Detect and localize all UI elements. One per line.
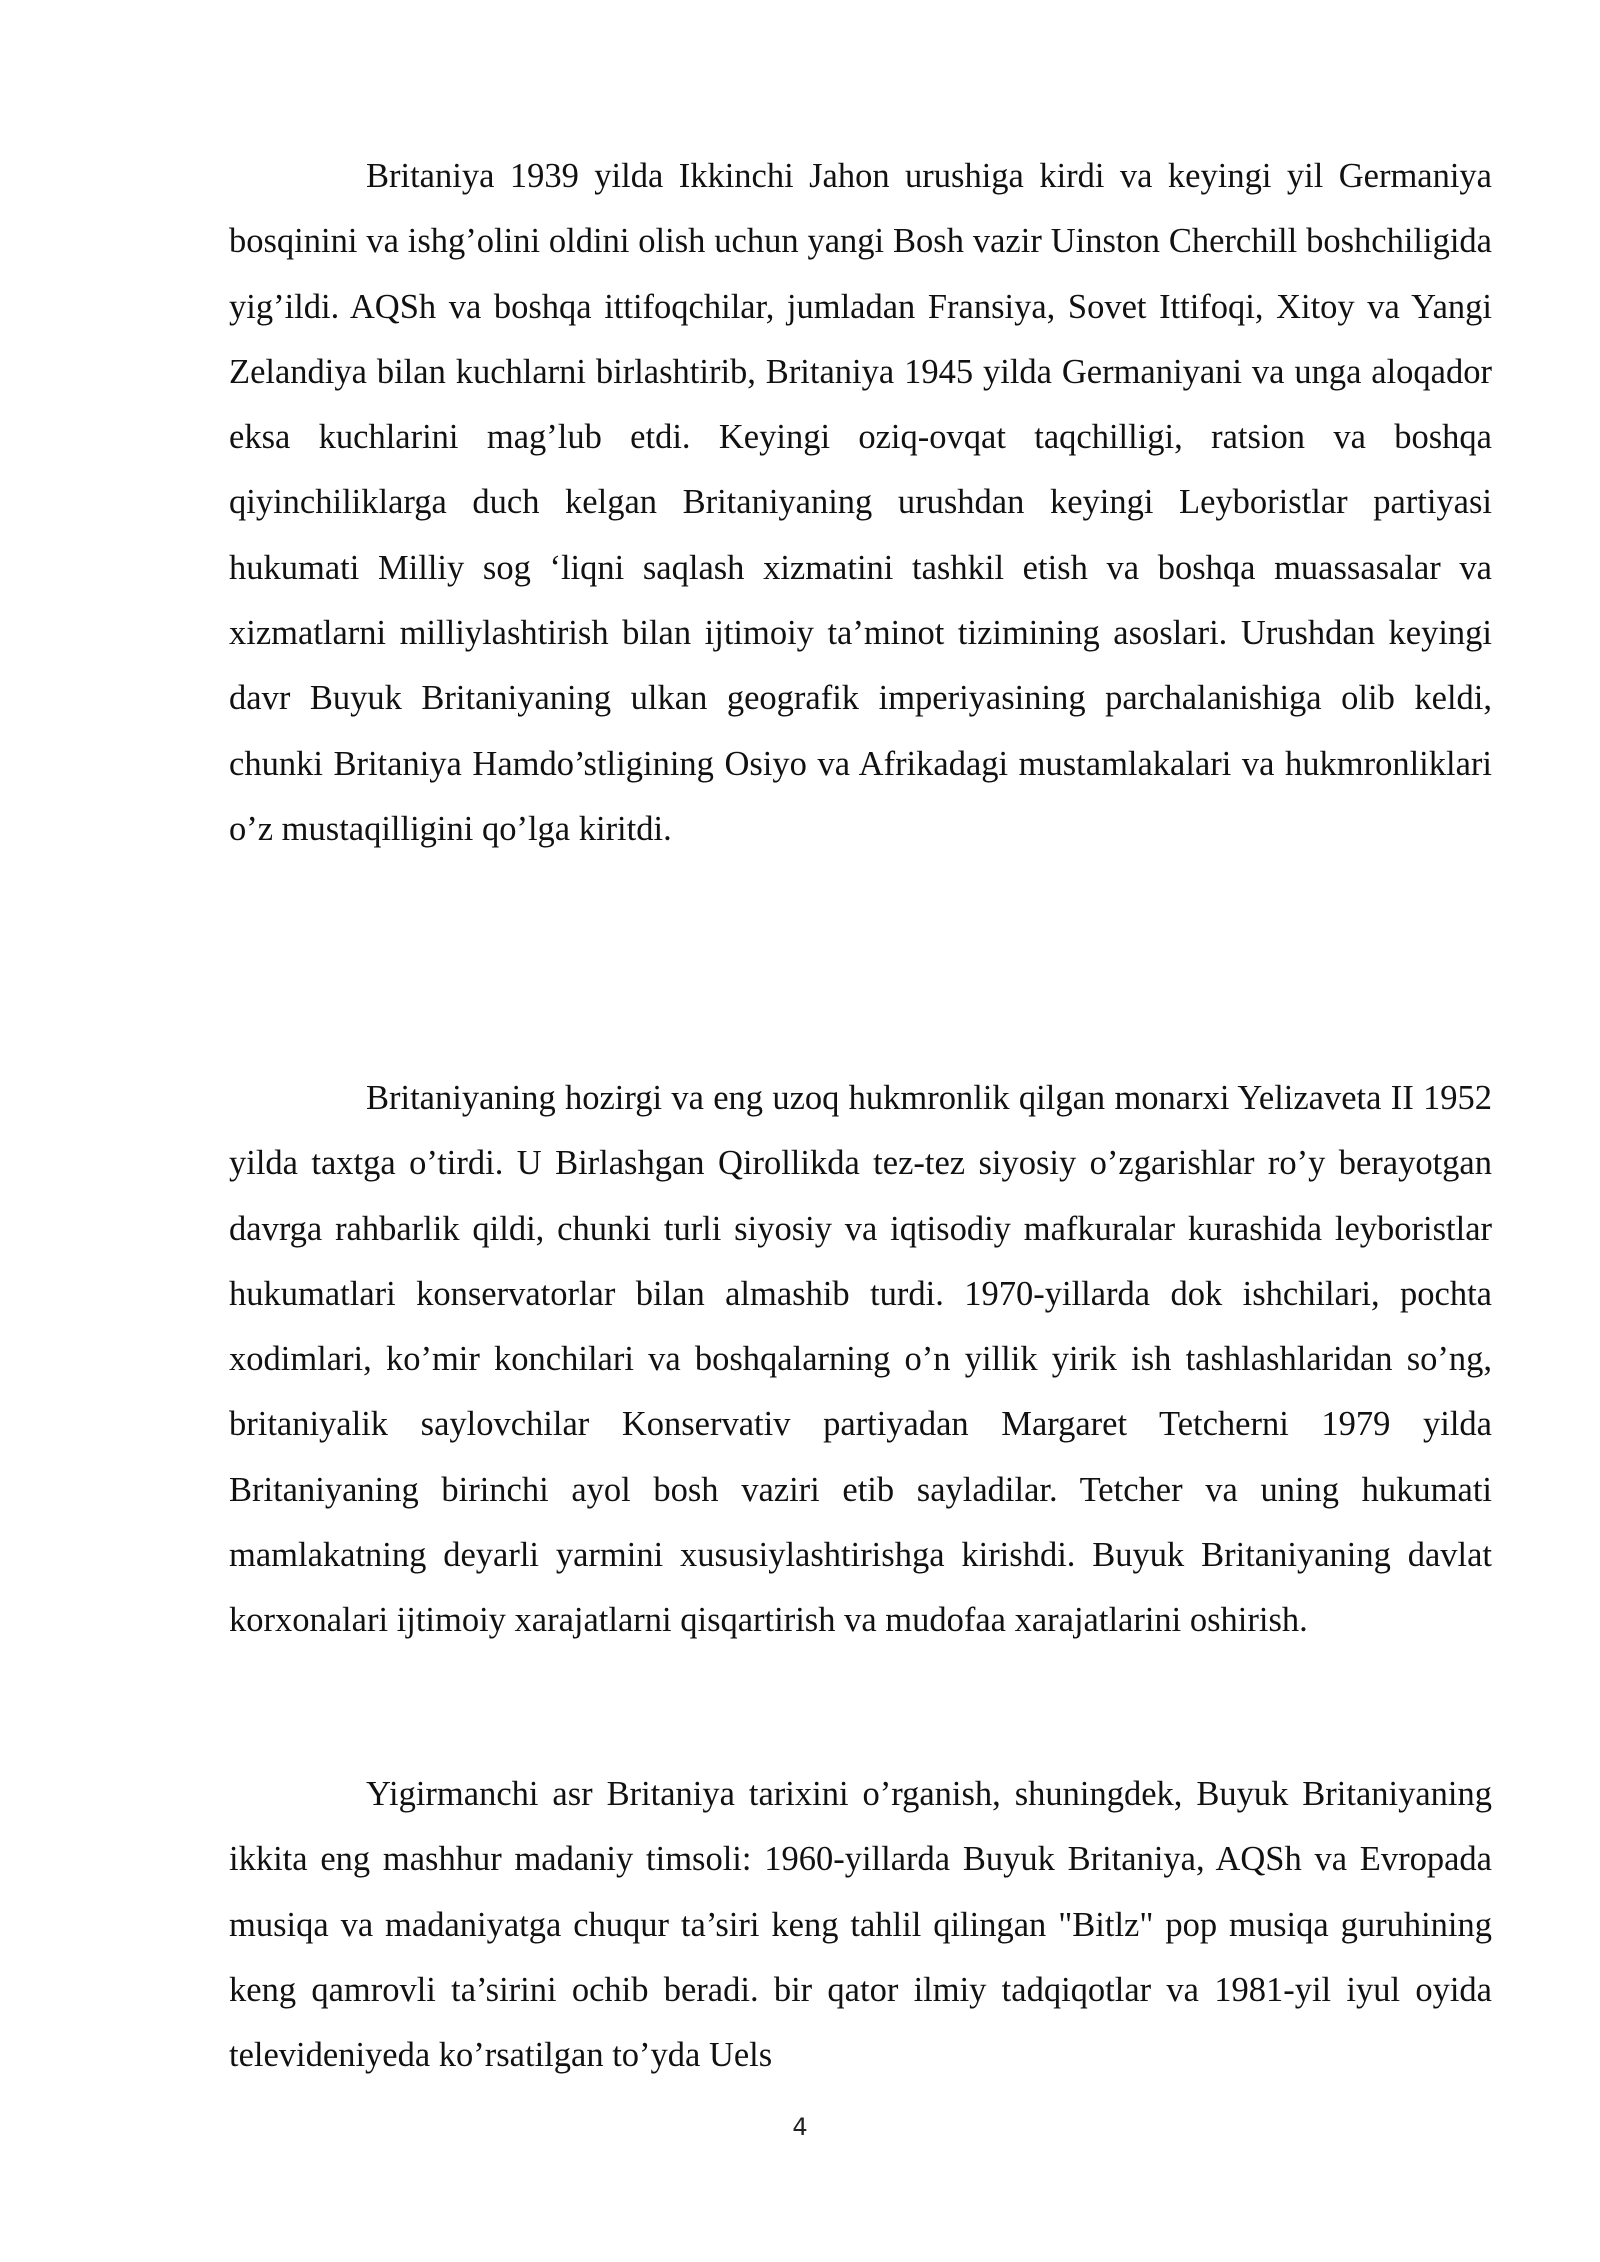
paragraph-twentieth-century-culture: Yigirmanchi asr Britaniya tarixini o’rganish, shuningdek, Buyuk Britaniyaning ikkita eng mashhur madaniy timsoli: 1960-yillarda Buyuk Britaniya, AQSh va Evropada musiqa va madaniyatga chuqur ta’siri keng tahlil qilingan "Bitlz" pop musiqa guruhining keng qamrovli ta’sirini ochib beradi. bir qator ilmiy tadqiqotlar va 1981-yil iyul oyida televideniyeda ko’rsatilgan to’yda Uels xyxy=(229,1775,1492,2075)
page-number: 4 xyxy=(792,2113,808,2141)
paragraph-ww2-britain: Britaniya 1939 yilda Ikkinchi Jahon urushiga kirdi va keyingi yil Germaniya bosqinini va ishg’olini oldini olish uchun yangi Bosh vazir Uinston Cherchill boshchiligida yig’ildi. AQSh va boshqa ittifoqchilar, jumladan Fransiya, Sovet Ittifoqi, Xitoy va Yangi Zelandiya bilan kuchlarni birlashtirib, Britaniya 1945 yilda Germaniyani va unga aloqador eksa kuchlarini mag’lub etdi. Keyingi oziq-ovqat taqchilligi, ratsion va boshqa qiyinchiliklarga duch kelgan Britaniyaning urushdan keyingi Leyboristlar partiyasi hukumati Milliy sog ‘liqni saqlash xizmatini tashkil etish va boshqa muassasalar va xizmatlarni milliylashtirish bilan ijtimoiy ta’minot tizimining asoslari. Urushdan keyingi davr Buyuk Britaniyaning ulkan geografik imperiyasining parchalanishiga olib keldi, chunki Britaniya Hamdo’stligining Osiyo va Afrikadagi mustamlakalari va hukmronliklari o’z mustaqilligini qo’lga kiritdi. xyxy=(229,157,1492,848)
paragraph-elizabeth-thatcher: Britaniyaning hozirgi va eng uzoq hukmronlik qilgan monarxi Yelizaveta II 1952 yilda taxtga o’tirdi. U Birlashgan Qirollikda tez-tez siyosiy o’zgarishlar ro’y berayotgan davrga rahbarlik qildi, chunki turli siyosiy va iqtisodiy mafkuralar kurashida leyboristlar hukumatlari konservatorlar bilan almashib turdi. 1970-yillarda dok ishchilari, pochta xodimlari, ko’mir konchilari va boshqalarning o’n yillik yirik ish tashlashlaridan so’ng, britaniyalik saylovchilar Konservativ partiyadan Margaret Tetcherni 1979 yilda Britaniyaning birinchi ayol bosh vaziri etib sayladilar. Tetcher va uning hukumati mamlakatning deyarli yarmini xususiylashtirishga kirishdi. Buyuk Britaniyaning davlat korxonalari ijtimoiy xarajatlarni qisqartirish va mudofaa xarajatlarini oshirish. xyxy=(229,1079,1492,1640)
